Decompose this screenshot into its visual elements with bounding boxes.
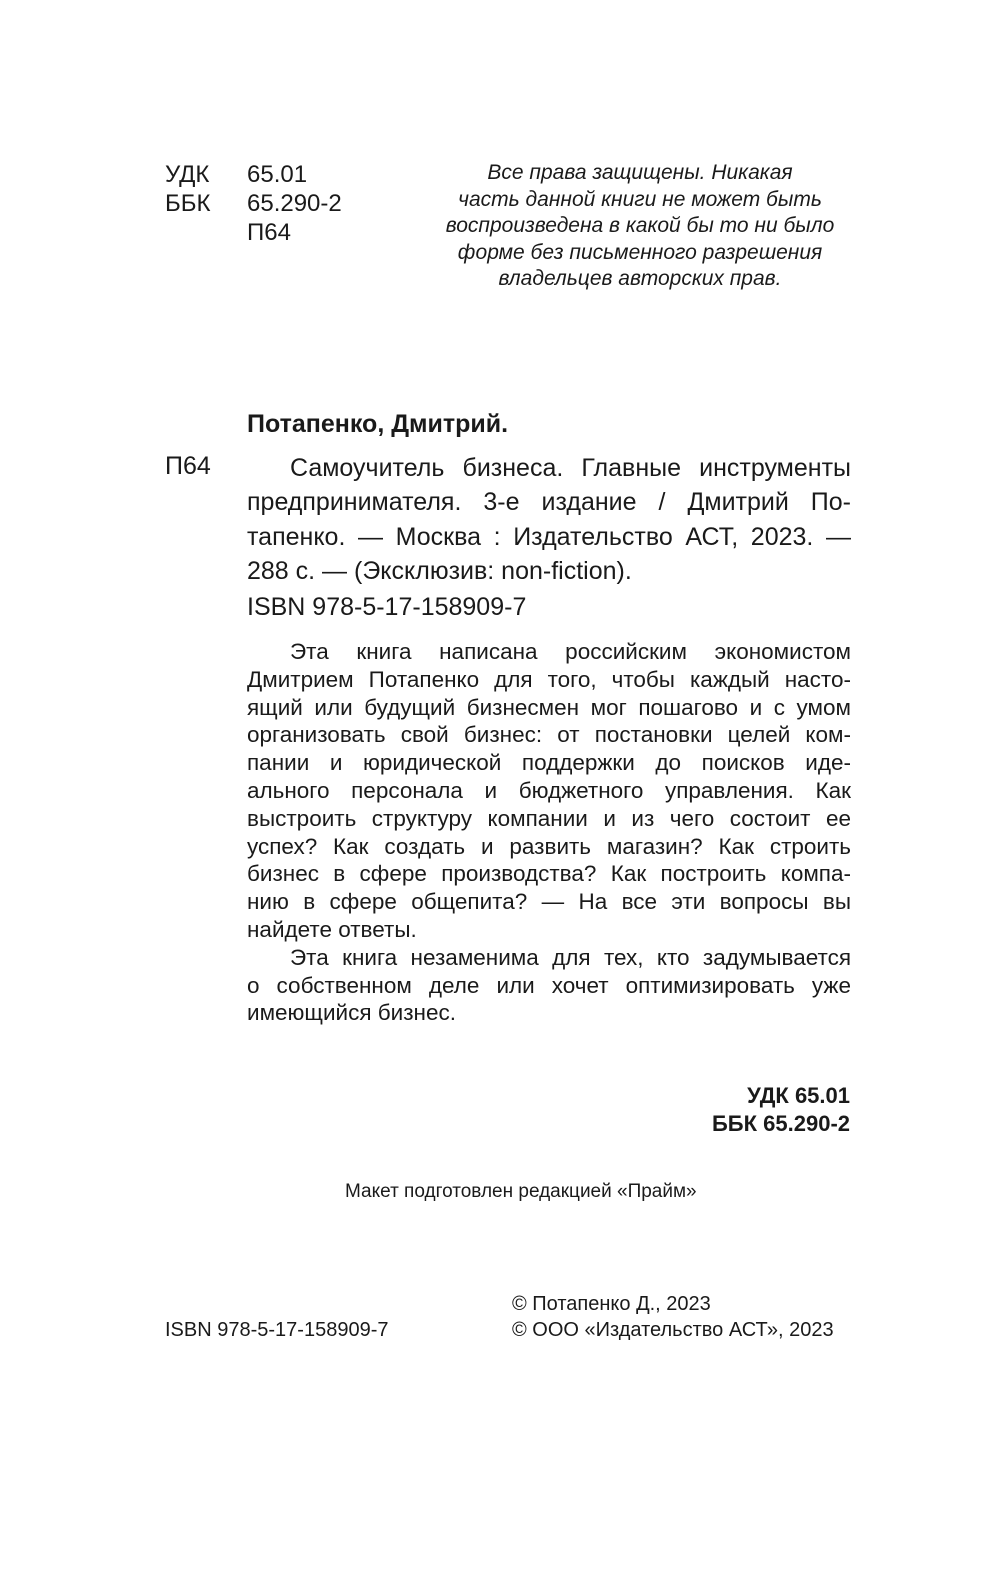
rights-line: воспроизведена в какой бы то ни было — [445, 214, 835, 237]
copyright-block — [512, 1291, 834, 1343]
udk-value: 65.01 — [247, 161, 308, 188]
isbn-main: ISBN 978-5-17-158909-7 — [247, 593, 527, 621]
annotation-line: бизнес в сфере производства? Как построить компа- — [247, 861, 851, 887]
annotation-line: выстроить структуру компании и из чего состоит ее — [247, 805, 851, 831]
annotation-line: организовать свой бизнес: от постановки целей ком- — [247, 722, 851, 748]
biblio-line: Самоучитель бизнеса. Главные инструменты — [290, 454, 851, 482]
copyright-line: © ООО «Издательство АСТ», 2023 — [512, 1319, 834, 1341]
annotation-line: ального персонала и бюджетного управления. Как — [247, 777, 851, 803]
annotation-line: успех? Как создать и развить магазин? Как строить — [247, 833, 851, 859]
rights-line: Все права защищены. Никакая — [487, 161, 793, 184]
rights-line: часть данной книги не может быть — [458, 187, 822, 211]
annotation-line: пании и юридической поддержки до поисков иде- — [247, 750, 851, 776]
bibliographic-record — [247, 451, 851, 588]
biblio-line: предпринимателя. 3-е издание / Дмитрий По- — [247, 488, 851, 517]
layout-note: Макет подготовлен редакцией «Прайм» — [345, 1181, 697, 1202]
bbk-bottom: ББК 65.290-2 — [711, 1111, 850, 1136]
rights-notice — [405, 160, 875, 293]
classification-bottom — [712, 1082, 850, 1138]
bbk-label: ББК — [165, 190, 211, 217]
rights-line: владельцев авторских прав. — [498, 267, 782, 290]
annotation-line: о собственном деле или хочет оптимизировать уже — [247, 972, 851, 998]
rights-line: форме без письменного разрешения — [457, 240, 823, 264]
annotation-line: найдете ответы. — [247, 916, 417, 942]
bbk-value: 65.290-2 — [247, 190, 342, 217]
annotation-line: имеющийся бизнес. — [247, 1000, 456, 1026]
annotation-line: Дмитрием Потапенко для того, чтобы каждый насто- — [247, 666, 851, 692]
annotation-line: ящий или будущий бизнесмен мог пошагово и с умом — [247, 694, 851, 720]
biblio-line: 288 с. — (Эксклюзив: non-fiction). — [247, 556, 632, 585]
author-mark-top: П64 — [247, 219, 291, 246]
biblio-line: тапенко. — Москва : Издательство АСТ, 2023. — — [247, 522, 851, 551]
author-mark-left: П64 — [165, 452, 211, 480]
annotation-line: нию в сфере общепита? — На все эти вопросы вы — [247, 889, 851, 915]
isbn-bottom: ISBN 978-5-17-158909-7 — [165, 1319, 389, 1341]
annotation-line: Эта книга написана российским экономистом — [290, 639, 851, 664]
udk-label: УДК — [165, 161, 210, 188]
author-heading: Потапенко, Дмитрий. — [247, 410, 509, 438]
udk-bottom: УДК 65.01 — [747, 1083, 850, 1108]
annotation-line: Эта книга незаменима для тех, кто задумывается — [290, 944, 851, 970]
annotation — [247, 638, 851, 1027]
copyright-line: © Потапенко Д., 2023 — [512, 1293, 711, 1315]
